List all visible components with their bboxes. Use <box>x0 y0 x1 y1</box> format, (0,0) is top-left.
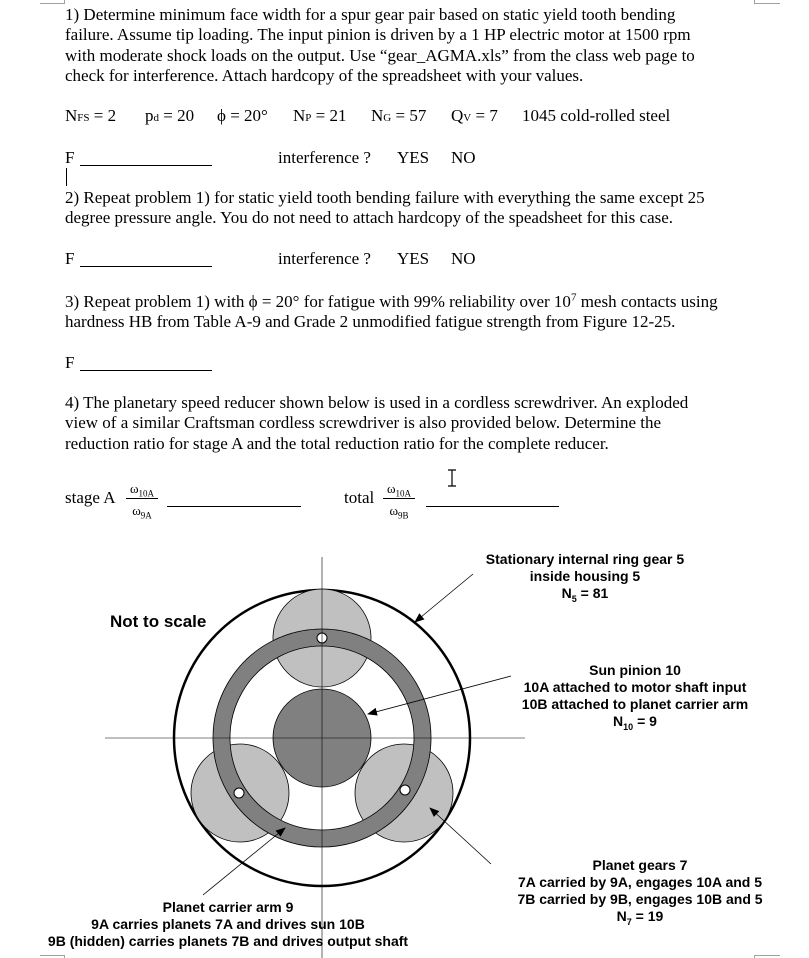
given-material: 1045 cold-rolled steel <box>522 106 671 125</box>
planet-carrier-label: Planet carrier arm 9 9A carries planets 7A and drives sun 10B 9B (hidden) carries planets 7B and drives output shaft <box>47 899 409 949</box>
page-corner-mark-tl <box>64 0 65 4</box>
stage-a-numerator: $\omega_{10A}$ <box>126 481 158 499</box>
total-ratio <box>383 481 415 521</box>
problem-1-text <box>65 5 765 86</box>
p3-answer-blank[interactable] <box>80 370 212 371</box>
problem-4-line: view of a similar Craftsman cordless screwdriver is also provided below. Determine the <box>65 413 662 433</box>
problem-1-line: with moderate shock loads on the output. Use “gear_AGMA.xls” from the class web page to <box>65 45 695 65</box>
sun-pinion-label: Sun pinion 10 10A attached to motor shaft input 10B attached to planet carrier arm $N_{10} = 9$ <box>521 662 749 732</box>
page-corner-mark-tr <box>754 3 780 4</box>
problem-2-line: degree pressure angle. You do not need to attach hardcopy of the speadsheet for this case. <box>65 208 674 228</box>
text-cursor <box>66 168 67 186</box>
given-np: NP = 21 <box>293 106 347 125</box>
problem-1-line: 1) Determine minimum face width for a spur gear pair based on static yield tooth bending <box>65 5 676 24</box>
total-denominator: $\omega_{9B}$ <box>389 503 409 521</box>
p1-answer-blank[interactable] <box>80 165 212 166</box>
p2-interference-label: interference ? <box>278 249 371 268</box>
planet-pin-right <box>400 785 410 795</box>
stage-a-label: stage A <box>65 488 116 507</box>
problem-3-line: hardness HB from Table A-9 and Grade 2 unmodified fatigue strength from Figure 12-25. <box>65 312 676 332</box>
problem-4-text <box>65 393 765 454</box>
stage-a-denominator: $\omega_{9A}$ <box>132 503 152 521</box>
problem-4-line: 4) The planetary speed reducer shown below is used in a cordless screwdriver. An exploded <box>65 393 689 412</box>
problem-4-line: reduction ratio for stage A and the total reduction ratio for the complete reducer. <box>65 433 609 453</box>
total-answer-blank[interactable] <box>426 506 559 507</box>
problem-1-line: failure. Assume tip loading. The input pinion is driven by a 1 HP electric motor at 1500 rpm <box>65 25 691 45</box>
given-ng: NG = 57 <box>371 106 427 125</box>
planet-gears-label: Planet gears 7 7A carried by 9A, engages 10A and 5 7B carried by 9B, engages 10B and 5 $N_7 = 19$ <box>517 857 763 927</box>
stage-a-answer-blank[interactable] <box>167 506 301 507</box>
stage-a-ratio <box>126 481 158 521</box>
planet-leader-arrow <box>430 808 491 864</box>
total-numerator: $\omega_{10A}$ <box>383 481 415 499</box>
problem-1-line: check for interference. Attach hardcopy of the spreadsheet with your values. <box>65 65 584 85</box>
problem-3-line: 3) Repeat problem 1) with ϕ = 20° for fatigue with 99% reliability over $10^7$ mesh contacts using <box>65 291 718 311</box>
p2-answer-blank[interactable] <box>80 266 212 267</box>
page-corner-mark-tl <box>40 3 65 4</box>
p3-answer-label: F <box>65 353 75 372</box>
p1-interference-label: interference ? <box>278 148 371 167</box>
page-corner-mark-tr <box>754 0 755 4</box>
problem-2-line: 2) Repeat problem 1) for static yield tooth bending failure with everything the same except 25 <box>65 188 705 207</box>
total-label: total <box>344 488 375 507</box>
given-pd: pd = 20 <box>145 106 195 125</box>
given-phi: ϕ = 20° <box>217 106 268 125</box>
p2-yes-option[interactable]: YES <box>397 249 430 268</box>
planet-pin-left <box>234 788 244 798</box>
p1-no-option[interactable]: NO <box>451 148 476 167</box>
p2-answer-label: F <box>65 249 75 268</box>
p2-no-option[interactable]: NO <box>451 249 476 268</box>
p1-yes-option[interactable]: YES <box>397 148 430 167</box>
p1-answer-label: F <box>65 148 75 167</box>
ibeam-cursor-icon <box>446 469 458 487</box>
ring-gear-leader-arrow <box>415 574 473 622</box>
problem-3-text <box>65 292 765 333</box>
problem-2-text <box>65 188 765 229</box>
ring-gear-label: Stationary internal ring gear 5 inside housing 5 $N_5 = 81$ <box>485 551 685 604</box>
not-to-scale-label: Not to scale <box>110 612 207 631</box>
given-qv: QV = 7 <box>451 106 498 125</box>
given-nfs: NFS = 2 <box>65 106 117 125</box>
